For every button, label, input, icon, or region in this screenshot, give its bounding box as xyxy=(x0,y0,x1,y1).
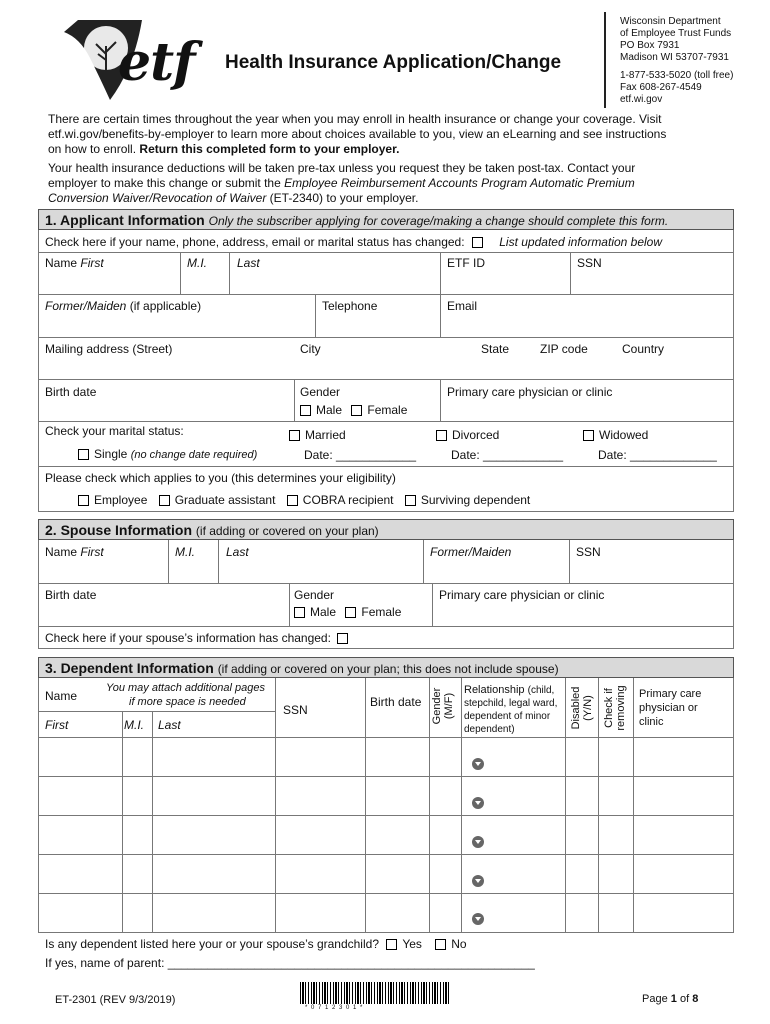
dep-last-label: Last xyxy=(158,718,181,732)
divider xyxy=(598,678,599,933)
relationship-dropdown-icon[interactable] xyxy=(472,797,484,809)
divorced-checkbox[interactable] xyxy=(436,430,447,441)
mi-label: M.I. xyxy=(187,256,207,270)
form-number: ET-2301 (REV 9/3/2019) xyxy=(55,994,176,1006)
list-updated-label: List updated information below xyxy=(499,235,663,249)
eligibility-label: Please check which applies to you (this determines your eligibility) xyxy=(45,471,396,485)
spouse-changed-checkbox[interactable] xyxy=(337,633,348,644)
divider xyxy=(365,678,366,933)
intro-line: on how to enroll. xyxy=(48,142,137,156)
dep-birth-label: Birth date xyxy=(370,695,422,709)
zip-label: ZIP code xyxy=(540,342,588,356)
divider xyxy=(38,466,734,467)
divider xyxy=(168,540,169,583)
contact-line: 1-877-533-5020 (toll free) xyxy=(620,70,734,81)
spouse-female-checkbox[interactable] xyxy=(345,607,356,618)
divider xyxy=(152,711,153,933)
table-row xyxy=(38,776,734,777)
divider xyxy=(218,540,219,583)
parent-name-field[interactable]: If yes, name of parent: _______________________________________________________ xyxy=(45,956,535,970)
surviving-checkbox[interactable] xyxy=(405,495,416,506)
spouse-gender-label: Gender xyxy=(294,588,335,602)
relationship-dropdown-icon[interactable] xyxy=(472,875,484,887)
section-2-header xyxy=(38,519,734,540)
intro-line: Your health insurance deductions will be taken pre-tax unless you request they be taken post-tax. Contact your xyxy=(48,161,636,175)
table-row xyxy=(38,815,734,816)
spouse-ssn-label: SSN xyxy=(576,545,601,559)
relationship-dropdown-icon[interactable] xyxy=(472,913,484,925)
waiver-name: Conversion Waiver/Revocation of Waiver xyxy=(48,191,267,205)
divider xyxy=(38,421,734,422)
barcode-digits: * 0 7 1 2 3 0 1 * xyxy=(305,1005,364,1011)
divider xyxy=(423,540,424,583)
eligibility-options: Employee Graduate assistant COBRA recipient Surviving dependent xyxy=(78,493,530,507)
ssn-label: SSN xyxy=(577,256,602,270)
pcp-label: Primary care physician or clinic xyxy=(447,385,613,399)
male-checkbox[interactable] xyxy=(300,405,311,416)
spouse-former-label: Former/Maiden xyxy=(430,545,512,559)
divider xyxy=(180,252,181,294)
dep-first-label: First xyxy=(45,718,69,732)
intro-text xyxy=(48,112,738,206)
spouse-male-checkbox[interactable] xyxy=(294,607,305,618)
grad-checkbox[interactable] xyxy=(159,495,170,506)
waiver-name: Employee Reimbursement Accounts Program Automatic Premium xyxy=(284,176,635,190)
divider xyxy=(432,583,433,626)
grandchild-no-checkbox[interactable] xyxy=(435,939,446,950)
section-3-header xyxy=(38,657,734,678)
cobra-checkbox[interactable] xyxy=(287,495,298,506)
gender-options: Male Female xyxy=(300,403,407,417)
telephone-label: Telephone xyxy=(322,299,378,313)
single-checkbox[interactable] xyxy=(78,449,89,460)
dep-ssn-label: SSN xyxy=(283,703,308,717)
changed-label: Check here if your name, phone, address, email or marital status has changed: xyxy=(45,235,465,249)
grandchild-row: Is any dependent listed here your or your spouse’s grandchild? Yes No xyxy=(45,937,467,951)
changed-checkbox[interactable] xyxy=(472,237,483,248)
section-1-note: Only the subscriber applying for coverage/making a change should complete this form. xyxy=(208,214,669,228)
last-label: Last xyxy=(237,256,260,270)
agency-line: Madison WI 53707-7931 xyxy=(620,52,729,63)
email-label: Email xyxy=(447,299,478,313)
dep-removing-label: Check if removing xyxy=(603,685,627,731)
intro-line: (ET-2340) to your employer. xyxy=(269,191,419,205)
single-option: Single (no change date required) xyxy=(78,447,257,461)
city-label: City xyxy=(300,342,321,356)
table-row xyxy=(38,854,734,855)
barcode xyxy=(300,982,450,1004)
intro-line: employer to make this change or submit the xyxy=(48,176,281,190)
gender-label: Gender xyxy=(300,385,341,399)
divider xyxy=(38,294,734,295)
dep-mi-label: M.I. xyxy=(124,718,144,732)
female-checkbox[interactable] xyxy=(351,405,362,416)
divider xyxy=(38,252,734,253)
table-row xyxy=(38,893,734,894)
divider xyxy=(294,379,295,421)
attach-note: You may attach additional pages xyxy=(106,682,266,694)
spouse-mi-label: M.I. xyxy=(175,545,195,559)
divider xyxy=(461,678,462,933)
page-number: Page 1 of 8 xyxy=(642,993,699,1005)
divider xyxy=(570,252,571,294)
dep-pcp-label: Primary care physician or clinic xyxy=(639,688,702,728)
divider xyxy=(289,583,290,626)
divider xyxy=(38,626,734,627)
logo-text: etf xyxy=(118,32,195,93)
etf-id-label: ETF ID xyxy=(447,256,485,270)
table-row xyxy=(38,737,734,738)
spouse-pcp-label: Primary care physician or clinic xyxy=(439,588,605,602)
return-instruction: Return this completed form to your employer. xyxy=(139,142,400,156)
spouse-changed-row: Check here if your spouse’s information has changed: xyxy=(45,631,353,645)
employee-checkbox[interactable] xyxy=(78,495,89,506)
dep-name-label: Name xyxy=(45,689,78,703)
dep-relationship-label: Relationship (child, stepchild, legal ward, dependent of minor dependent) xyxy=(464,684,558,735)
country-label: Country xyxy=(622,342,665,356)
grandchild-yes-checkbox[interactable] xyxy=(386,939,397,950)
dep-gender-label: Gender (M/F) xyxy=(431,687,455,725)
divider xyxy=(569,540,570,583)
widowed-checkbox[interactable] xyxy=(583,430,594,441)
divider xyxy=(633,678,634,933)
section-1-title: 1. Applicant Information xyxy=(45,212,205,228)
divider xyxy=(38,583,734,584)
widowed-date[interactable]: Date: _____________ xyxy=(598,448,717,462)
section-3-title: 3. Dependent Information xyxy=(45,660,214,676)
section-1-header xyxy=(38,209,734,230)
divider xyxy=(440,379,441,421)
divider xyxy=(565,678,566,933)
relationship-dropdown-icon[interactable] xyxy=(472,836,484,848)
agency-address xyxy=(620,16,733,106)
divider xyxy=(429,678,430,933)
intro-line: etf.wi.gov/benefits-by-employer to learn more about choices available to you, view an eLearning and see instructions xyxy=(48,127,667,141)
agency-line: PO Box 7931 xyxy=(620,40,680,51)
spouse-gender-options: Male Female xyxy=(294,605,401,619)
name-label: Name First xyxy=(45,256,104,270)
married-date[interactable]: Date: ____________ xyxy=(304,448,417,462)
state-label: State xyxy=(481,342,510,356)
divider xyxy=(122,711,123,933)
divider xyxy=(275,678,276,933)
divider xyxy=(229,252,230,294)
divider xyxy=(38,648,734,649)
divider xyxy=(38,379,734,380)
divider xyxy=(38,511,734,512)
dependent-table xyxy=(38,678,734,933)
section-2-note: (if adding or covered on your plan) xyxy=(195,524,379,538)
divorced-option: Divorced xyxy=(436,428,499,442)
former-label: Former/Maiden (if applicable) xyxy=(45,299,202,313)
married-option: Married xyxy=(289,428,346,442)
form-title: Health Insurance Application/Change xyxy=(225,52,562,73)
divorced-date[interactable]: Date: ____________ xyxy=(451,448,564,462)
spouse-birth-label: Birth date xyxy=(45,588,97,602)
changed-check-row xyxy=(45,235,662,249)
agency-line: of Employee Trust Funds xyxy=(620,28,732,39)
section-1-frame xyxy=(38,230,734,512)
relationship-dropdown-icon[interactable] xyxy=(472,758,484,770)
divider xyxy=(38,337,734,338)
header-divider xyxy=(604,12,606,108)
marital-label: Check your marital status: xyxy=(45,424,184,438)
contact-line: Fax 608-267-4549 xyxy=(620,82,702,93)
section-3-note: (if adding or covered on your plan; this does not include spouse) xyxy=(217,662,559,676)
attach-note: if more space is needed xyxy=(129,696,246,708)
married-checkbox[interactable] xyxy=(289,430,300,441)
divider xyxy=(38,711,275,712)
mailing-label: Mailing address (Street) xyxy=(45,342,173,356)
birth-label: Birth date xyxy=(45,385,97,399)
intro-line: There are certain times throughout the year when you may enroll in health insurance or change your coverage. Visit xyxy=(48,112,662,126)
contact-line[interactable]: etf.wi.gov xyxy=(620,94,663,105)
section-2-title: 2. Spouse Information xyxy=(45,522,193,538)
widowed-option: Widowed xyxy=(583,428,648,442)
spouse-name-label: Name First xyxy=(45,545,104,559)
dep-disabled-label: Disabled (Y/N) xyxy=(570,686,594,730)
agency-line: Wisconsin Department xyxy=(620,16,721,27)
spouse-last-label: Last xyxy=(226,545,249,559)
divider xyxy=(315,294,316,337)
